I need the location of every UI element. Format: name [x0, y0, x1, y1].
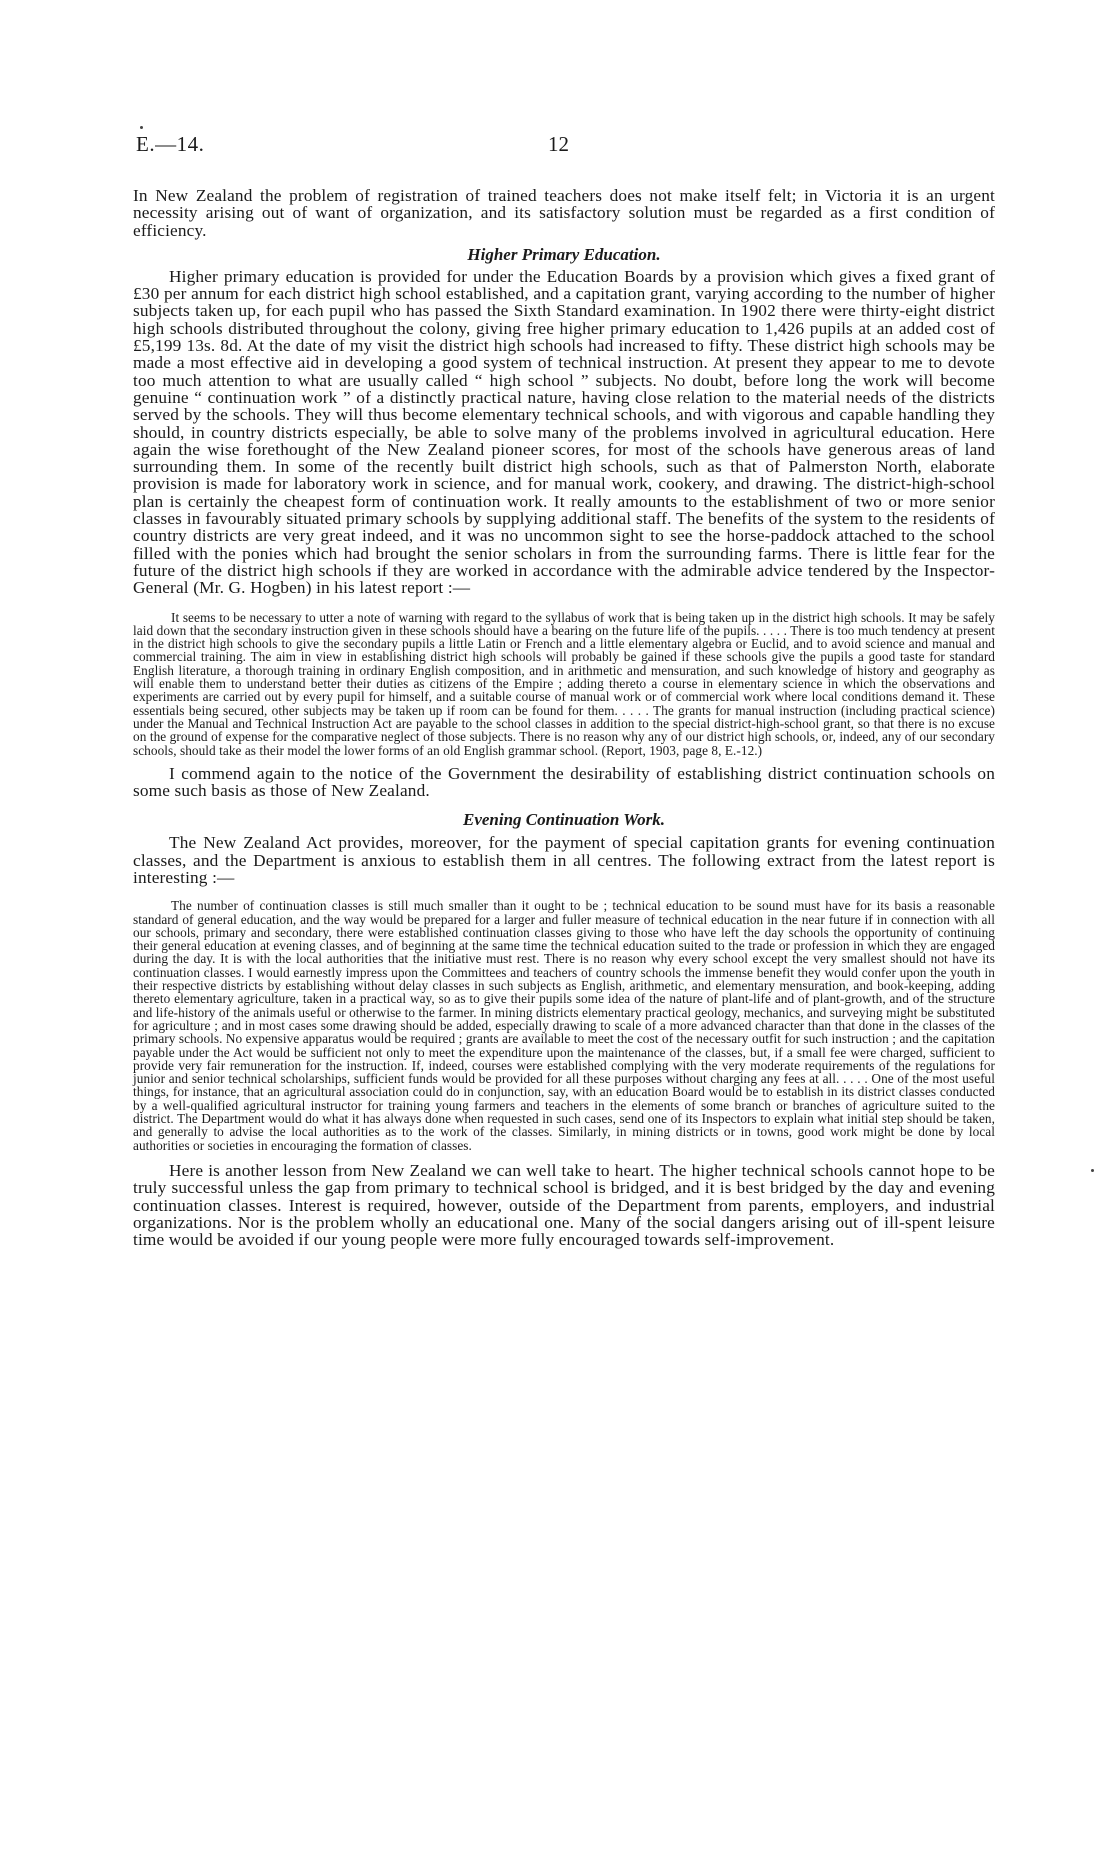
paragraph-commend: I commend again to the notice of the Government the desirability of establishing district continuation schools on some such basis as those of New Zealand. — [133, 763, 995, 801]
page-number: 12 — [548, 132, 569, 156]
paragraph-higher-primary: Higher primary education is provided for under the Education Boards by a provision which gives a fixed grant of £30 per annum for each district high school established, and a capitation grant, varying according to the number of higher subjects taken up, for each pupil who has passed the Sixth Standard examination. In 1902 there were thirty-eight district high schools distributed throughout the colony, giving free higher primary education to 1,426 pupils at an added cost of £5,199 13s. 8d. At the date of my visit the district high schools had increased to fifty. These district high schools may be made a most effective aid in developing a good system of technical instruction. At present they appear to me to devote too much attention to what are usually called “ high school ” subjects. No doubt, before long the work will become genuine “ continuation work ” of a distinctly practical nature, having close relation to the material needs of the districts served by the schools. They will thus become elementary technical schools, and with vigorous and capable handling they should, in country districts especially, be able to solve many of the problems involved in agricultural education. Here again the wise forethought of the New Zealand pioneer scores, for most of the schools have generous areas of land surrounding them. In some of the recently built district high schools, such as that of Palmerston North, elaborate provision is made for laboratory work in science, and for manual work, cookery, and drawing. The district-high-school plan is certainly the cheapest form of continuation work. It really amounts to the establishment of two or more senior classes in favourably situated primary schools by supplying additional staff. The benefits of the system to the residents of country districts are very great indeed, and it was no uncommon sight to see the horse-paddock attached to the school filled with the ponies which had brought the senior scholars in from the surrounding farms. There is little fear for the future of the district high schools if they are worked in accordance with the admirable advice tendered by the Inspector-General (Mr. G. Hogben) in his latest report :— — [133, 266, 995, 598]
page-header — [136, 132, 986, 172]
section-heading-evening: Evening Continuation Work. — [462, 810, 666, 830]
document-reference: E.—14. — [136, 132, 205, 156]
page-body — [133, 187, 995, 1248]
print-speck — [140, 126, 143, 129]
section-heading-higher-primary: Higher Primary Education. — [467, 244, 661, 264]
quotation-latest-report: The number of continuation classes is still much smaller than it ought to be ; technical education to be sound must have for its basis a reasonable standard of general education, and the way would be prepared for a larger and fuller measure of technical education in the near future if in connection with all our schools, primary and secondary, there were established continuation classes giving to those who have left the day schools the opportunity of continuing their general education at evening classes, and of beginning at the same time the technical education suited to the trade or profession in which they are engaged during the day. It is with the local authorities that the initiative must rest. There is no reason why every school except the very smallest should not have its continuation classes. I would earnestly impress upon the Committees and teachers of country schools the immense benefit they would confer upon the youth in their respective districts by establishing without delay classes in such subjects as English, arithmetic, and elementary mensuration, and book-keeping, adding thereto elementary agriculture, taken in a practical way, so as to give their pupils some idea of the nature of plant-life and of plant-growth, and of the structure and life-history of the animals useful or otherwise to the farmer. In mining districts elementary practical geology, mechanics, and surveying might be substituted for agriculture ; and in most cases some drawing should be added, especially drawing to scale of a more advanced character than that done in the classes of the primary schools. No expensive apparatus would be required ; grants are available to meet the cost of the necessary outfit for such instruction ; and the capitation payable under the Act would be sufficient not only to meet the expenditure upon the maintenance of the classes, but, if a small fee were charged, sufficient to provide very fair remuneration for the instruction. If, indeed, courses were established complying with the very moderate requirements of the regulations for junior and senior technical scholarships, sufficient funds would be provided for all these purposes without charging any fees at all. . . . . One of the most useful things, for instance, that an agricultural association could do in conjunction, say, with an education Board would be to establish in its district classes conducted by a well-qualified agricultural instructor for training young farmers and teachers in the elements of some branch or branches of agriculture suited to the district. The Department would do what it has always done when requested in such cases, send one of its Inspectors to explain what initial step should be taken, and generally to advise the local authorities as to the work of the classes. Similarly, in mining districts or in towns, good work might be done by local authorities or societies in encouraging the formation of classes. — [133, 898, 995, 1153]
paragraph-closing: Here is another lesson from New Zealand we can well take to heart. The higher technical schools cannot hope to be truly successful unless the gap from primary to technical school is bridged, and it is best bridged by the day and evening continuation classes. Interest is required, however, outside of the Department from parents, employers, and industrial organizations. Nor is the problem wholly an educational one. Many of the social dangers arising out of ill-spent leisure time would be avoided if our young people were more fully encouraged towards self-improvement. — [133, 1160, 995, 1250]
paragraph-registration: In New Zealand the problem of registration of trained teachers does not make itself felt; in Victoria it is an urgent necessity arising out of want of organization, and its satisfactory solution must be regarded as a first condition of efficiency. — [133, 186, 995, 240]
paragraph-evening: The New Zealand Act provides, moreover, for the payment of special capitation grants for evening continuation classes, and the Department is anxious to establish them in all centres. The following extract from the latest report is interesting :— — [133, 833, 995, 887]
quotation-inspector-report: It seems to be necessary to utter a note of warning with regard to the syllabus of work that is being taken up in the district high schools. It may be safely laid down that the secondary instruction given in these schools should have a bearing on the future life of the pupils. . . . . There is too much tendency at present in the district high schools to give the secondary pupils a little Latin or French and a little elementary algebra or Euclid, and to avoid science and manual and commercial training. The aim in view in establishing district high schools will probably be gained if these schools give the pupils a good taste for standard English literature, a thorough training in ordinary English composition, and in arithmetic and mensuration, and such knowledge of history and geography as will enable them to understand better their duties as citizens of the Empire ; adding thereto a course in elementary science in which the observations and experiments are carried out by every pupil for himself, and a suitable course of manual work or of commercial work where local conditions demand it. These essentials being secured, other subjects may be taken up if room can be found for them. . . . . The grants for manual instruction (including practical science) under the Manual and Technical Instruction Act are payable to the school classes in addition to the special district-high-school grant, so that there is no excuse on the ground of expense for the comparative neglect of those subjects. There is no reason why any of our district high schools, or, indeed, any of our secondary schools, should take as their model the lower forms of an old English grammar school. (Report, 1903, page 8, E.-12.) — [133, 609, 995, 758]
print-speck — [1091, 1169, 1094, 1172]
